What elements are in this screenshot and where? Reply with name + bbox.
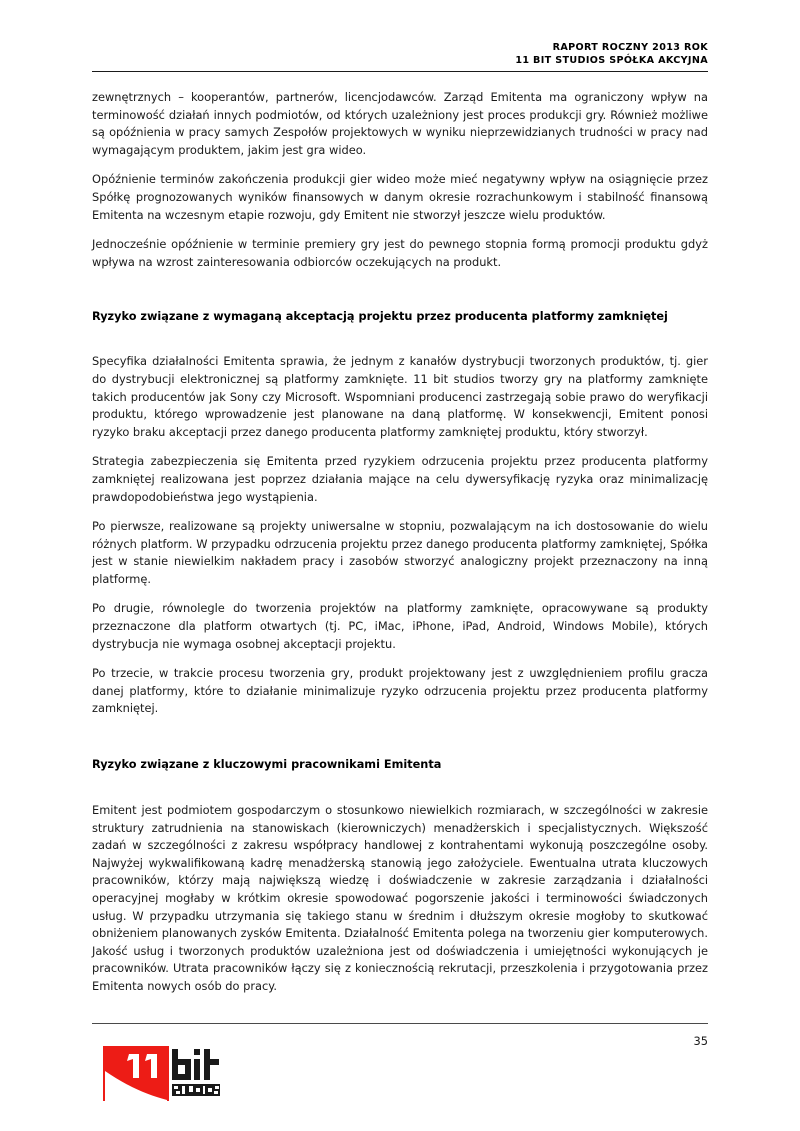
- paragraph: Po drugie, równolegle do tworzenia projektów na platformy zamknięte, opracowywane są produkty przeznaczone dla platform otwartych (tj. PC, iMac, iPhone, iPad, Android, Windows Mobile), których dystrybucja nie wymaga osobnej akceptacji projektu.: [92, 601, 708, 651]
- section-heading-key-employees: Ryzyko związane z kluczowymi pracownikami Emitenta: [92, 758, 442, 772]
- section-spacer: [92, 730, 708, 757]
- logo-wordmark-studios: [172, 1084, 220, 1096]
- header-title-line1: RAPORT ROCZNY 2013 ROK: [552, 42, 708, 53]
- paragraph: Specyfika działalności Emitenta sprawia, że jednym z kanałów dystrybucji tworzonych produktów, tj. gier do dystrybucji elektronicznej są platformy zamknięte. 11 bit studios tworzy gry na platformy zamknięte takich producentów jak Sony czy Microsoft. Wspomniani producenci zastrzegają sobie prawo do weryfikacji produktu, którego wprowadzenie jest planowane na daną platformę. W konsekwencji, Emitent ponosi ryzyko braku akceptacji przez danego producenta platformy zamkniętej produktu, który stworzył.: [92, 354, 708, 439]
- footer-divider: [92, 1023, 708, 1024]
- paragraph: Emitent jest podmiotem gospodarczym o stosunkowo niewielkich rozmiarach, w szczególności w zakresie struktury zatrudnienia na stanowiskach (kierowniczych) menadżerskich i specjalistycznych. Większość zadań w szczególności z zakresu współpracy handlowej z kontrahentami wykonują poszczególne osoby. Najwyżej wykwalifikowaną kadrę menadżerską stanowią jego założyciele. Ewentualna utrata kluczowych pracowników, którzy mają największą wiedzę i doświadczenie w zakresie zarządzania i działalności operacyjnej mogłaby w krótkim okresie spowodować pogorszenie jakości i terminowości świadczonych usług. W przypadku utrzymania się takiego stanu w średnim i dłuższym okresie mogłoby to skutkować obniżeniem planowanych zysków Emitenta. Działalność Emitenta polega na tworzeniu gier komputerowych. Jakość usług i tworzonych produktów uzależniona jest od doświadczenia i umiejętności wykonujących je pracowników. Utrata pracowników łączy się z koniecznością rekrutacji, przeszkolenia i przygotowania przez Emitenta nowych osób do pracy.: [92, 803, 708, 993]
- section-spacer: [92, 325, 708, 353]
- company-logo-11-bit-studios: [103, 1045, 228, 1103]
- section-spacer: [92, 773, 708, 802]
- header-title-line2: 11 BIT STUDIOS SPÓŁKA AKCYJNA: [515, 54, 708, 66]
- paragraph: Opóźnienie terminów zakończenia produkcji gier wideo może mieć negatywny wpływ na osiągnięcie przez Spółkę prognozowanych wyników finansowych w danym okresie rozrachunkowym i stabilność finansową Emitenta na wczesnym etapie rozwoju, gdy Emitent nie stworzył jeszcze wielu produktów.: [92, 172, 708, 222]
- document-body: [92, 89, 708, 1008]
- section-spacer: [92, 283, 708, 309]
- logo-wordmark-bit: [172, 1049, 219, 1080]
- paragraph: Po pierwsze, realizowane są projekty uniwersalne w stopniu, pozwalającym na ich dostosowanie do wielu różnych platform. W przypadku odrzucenia projektu przez danego producenta platformy zamkniętej, Spółka jest w stanie niewielkim nakładem pracy i zasobów stworzyć analogiczny projekt przeznaczony na inną platformę.: [92, 519, 708, 586]
- paragraph: Strategia zabezpieczenia się Emitenta przed ryzykiem odrzucenia projektu przez producenta platformy zamkniętej realizowana jest poprzez działania mające na celu dywersyfikację ryzyka oraz minimalizację prawdopodobieństwa jego wystąpienia.: [92, 454, 708, 504]
- header-divider: [92, 71, 708, 72]
- page-header: [92, 42, 708, 72]
- paragraph: Po trzecie, w trakcie procesu tworzenia gry, produkt projektowany jest z uwzględnieniem profilu gracza danej platformy, które to działanie minimalizuje ryzyko odrzucenia projektu przez producenta platformy zamkniętej.: [92, 666, 708, 716]
- section-heading-platform-acceptance: Ryzyko związane z wymaganą akceptacją projektu przez producenta platformy zamkniętej: [92, 310, 668, 324]
- paragraph: Jednocześnie opóźnienie w terminie premiery gry jest do pewnego stopnia formą promocji produktu gdyż wpływa na wzrost zainteresowania odbiorców oczekujących na produkt.: [92, 237, 708, 269]
- paragraph: zewnętrznych – kooperantów, partnerów, licencjodawców. Zarząd Emitenta ma ograniczony wpływ na terminowość działań innych podmiotów, od których uzależniony jest proces produkcji gry. Również możliwe są opóźnienia w pracy samych Zespołów projektowych w wyniku nieprzewidzianych trudności w pracy nad wymagającym produktem, jakim jest gra wideo.: [92, 90, 708, 157]
- page-number: 35: [693, 1034, 708, 1048]
